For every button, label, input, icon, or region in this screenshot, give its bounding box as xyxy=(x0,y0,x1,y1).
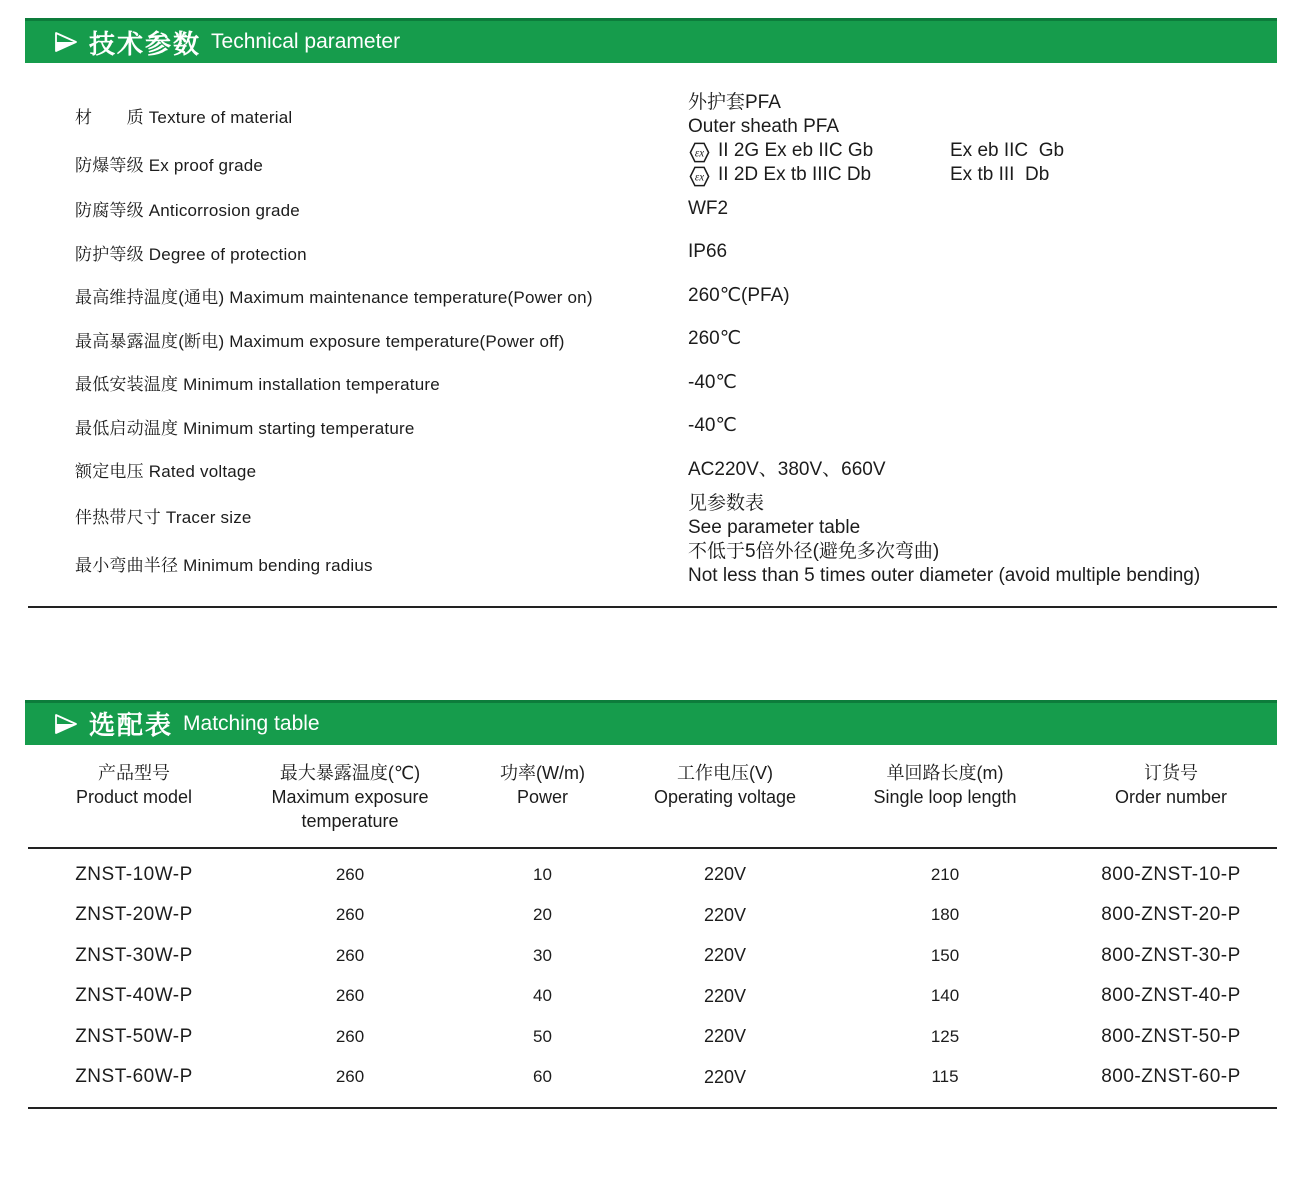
parameter-row xyxy=(0,448,1300,492)
matching-table-body xyxy=(28,849,1277,1098)
table-bottom-line xyxy=(28,1107,1277,1109)
max-exposure-temp-cell: 260 xyxy=(335,986,365,1006)
parameter-value-line xyxy=(688,91,1300,115)
section-title-en: Matching table xyxy=(183,711,320,735)
parameter-value-line xyxy=(688,564,1300,588)
column-header xyxy=(625,761,825,833)
svg-text:εx: εx xyxy=(694,170,705,183)
product-model-cell: ZNST-20W-P xyxy=(75,904,193,926)
parameter-value-line xyxy=(688,458,1300,482)
parameter-value-text: 260℃(PFA) xyxy=(688,284,790,306)
parameter-row xyxy=(0,405,1300,449)
single-loop-length-cell: 180 xyxy=(930,905,960,925)
power-cell: 20 xyxy=(533,905,552,925)
column-header-zh: 订货号 xyxy=(1144,762,1198,783)
max-exposure-temp-cell: 260 xyxy=(335,864,365,884)
product-model-cell: ZNST-40W-P xyxy=(75,985,193,1007)
matching-table xyxy=(28,745,1277,1109)
single-loop-length-cell: 140 xyxy=(930,986,960,1006)
parameter-label: 最低安装温度 Minimum installation temperature xyxy=(75,375,440,395)
section-title-zh: 技术参数 xyxy=(89,28,202,59)
order-number-cell: 800-ZNST-60-P xyxy=(1101,1066,1241,1088)
parameter-value-text: Not less than 5 times outer diameter (avoid multiple bending) xyxy=(688,564,1201,586)
column-header xyxy=(240,761,460,833)
column-header-zh: 产品型号 xyxy=(98,762,170,783)
parameter-value xyxy=(688,139,1300,187)
parameter-value-text: 见参数表 xyxy=(688,492,765,514)
column-header xyxy=(825,761,1065,833)
product-model-cell: ZNST-50W-P xyxy=(75,1025,193,1047)
parameter-label: 伴热带尺寸 Tracer size xyxy=(75,508,252,527)
parameter-value-line xyxy=(688,163,1300,187)
parameter-label: 额定电压 Rated voltage xyxy=(75,462,257,482)
column-header-en: Product model xyxy=(75,786,193,807)
ex-grade-left xyxy=(688,163,950,187)
max-exposure-temp-cell: 260 xyxy=(335,905,365,925)
parameter-label: 最高暴露温度(断电) Maximum exposure temperature(Power off) xyxy=(75,331,565,351)
single-loop-length-cell: 125 xyxy=(930,1026,960,1046)
power-cell: 50 xyxy=(533,1026,552,1046)
parameter-value-line xyxy=(688,327,1300,351)
ex-grade-text-secondary: Ex tb III Db xyxy=(950,164,1050,185)
parameter-label: 最低启动温度 Minimum starting temperature xyxy=(75,418,415,438)
single-loop-length-cell: 115 xyxy=(931,1067,959,1087)
parameter-label: 防护等级 Degree of protection xyxy=(75,244,307,264)
column-header xyxy=(1065,761,1277,833)
ex-grade-left xyxy=(688,139,950,163)
ex-grade-text-secondary: Ex eb IIC Gb xyxy=(950,140,1065,161)
parameter-value-line xyxy=(688,240,1300,264)
operating-voltage-cell: 220V xyxy=(703,985,747,1006)
parameter-value-line xyxy=(688,139,1300,163)
single-loop-length-cell: 150 xyxy=(930,945,960,965)
parameter-value-line xyxy=(688,371,1300,395)
svg-text:εx: εx xyxy=(694,146,705,159)
parameter-value xyxy=(688,240,1300,264)
parameter-value-text: 260℃ xyxy=(688,328,742,350)
parameter-row xyxy=(0,540,1300,588)
parameter-value-text: See parameter table xyxy=(688,516,861,538)
column-header-zh: 单回路长度(m) xyxy=(886,762,1004,783)
operating-voltage-cell: 220V xyxy=(703,864,747,885)
section-title-zh: 选配表 xyxy=(89,710,174,740)
column-header-en: Single loop length xyxy=(873,786,1017,807)
max-exposure-temp-cell: 260 xyxy=(335,945,365,965)
parameter-value-line xyxy=(688,414,1300,438)
right-arrowhead-icon xyxy=(53,711,79,737)
ex-grade-text: II 2D Ex tb IIIC Db xyxy=(718,164,872,185)
parameter-value-text: -40℃ xyxy=(688,415,737,437)
parameter-value xyxy=(688,492,1300,540)
column-header xyxy=(28,761,240,833)
table-row xyxy=(28,936,1277,977)
order-number-cell: 800-ZNST-30-P xyxy=(1101,944,1241,966)
column-header-en: Power xyxy=(516,786,569,807)
order-number-cell: 800-ZNST-10-P xyxy=(1101,863,1241,885)
table-row xyxy=(28,1057,1277,1098)
parameter-row xyxy=(0,274,1300,318)
column-header-zh: 工作电压(V) xyxy=(677,762,773,783)
parameter-value-text: IP66 xyxy=(688,241,728,263)
parameter-row xyxy=(0,492,1300,540)
technical-parameter-section-header xyxy=(25,18,1277,63)
right-arrowhead-icon xyxy=(53,29,79,55)
order-number-cell: 800-ZNST-20-P xyxy=(1101,904,1241,926)
technical-parameter-list xyxy=(0,91,1300,588)
parameter-label: 最小弯曲半径 Minimum bending radius xyxy=(75,556,373,575)
parameter-row xyxy=(0,361,1300,405)
ex-grade-text: II 2G Ex eb IIC Gb xyxy=(718,140,874,161)
product-model-cell: ZNST-60W-P xyxy=(75,1066,193,1088)
parameter-row xyxy=(0,231,1300,275)
column-header-zh: 功率(W/m) xyxy=(500,762,585,783)
parameter-row xyxy=(0,318,1300,362)
parameter-value-text: WF2 xyxy=(688,197,729,219)
parameter-value xyxy=(688,197,1300,221)
table-row xyxy=(28,1017,1277,1058)
max-exposure-temp-cell: 260 xyxy=(335,1026,365,1046)
parameter-value-text: Outer sheath PFA xyxy=(688,116,840,137)
order-number-cell: 800-ZNST-40-P xyxy=(1101,985,1241,1007)
parameter-value-text: 不低于5倍外径(避免多次弯曲) xyxy=(688,540,940,562)
parameter-row xyxy=(0,91,1300,139)
parameter-label: 防腐等级 Anticorrosion grade xyxy=(75,201,300,221)
operating-voltage-cell: 220V xyxy=(703,1066,747,1087)
order-number-cell: 800-ZNST-50-P xyxy=(1101,1025,1241,1047)
parameter-value-text: AC220V、380V、660V xyxy=(688,458,886,480)
matching-table-section-header xyxy=(25,700,1277,745)
power-cell: 40 xyxy=(533,986,552,1006)
parameter-row xyxy=(0,187,1300,231)
column-header-en: Operating voltage xyxy=(653,786,797,807)
column-header xyxy=(460,761,625,833)
parameter-label: 防爆等级 Ex proof grade xyxy=(75,155,264,175)
parameter-value xyxy=(688,284,1300,308)
operating-voltage-cell: 220V xyxy=(703,1026,747,1047)
parameter-value-text: 外护套PFA xyxy=(688,92,781,113)
max-exposure-temp-cell: 260 xyxy=(335,1067,365,1087)
product-model-cell: ZNST-10W-P xyxy=(75,863,193,885)
column-header-en: Order number xyxy=(1114,786,1228,807)
parameter-value xyxy=(688,540,1300,588)
parameter-value-line xyxy=(688,540,1300,564)
parameter-label: 材 质 Texture of material xyxy=(75,107,293,127)
ex-certification-icon xyxy=(688,141,711,164)
table-row xyxy=(28,976,1277,1017)
section-title-en: Technical parameter xyxy=(211,30,401,53)
column-header-zh: 最大暴露温度(℃) xyxy=(279,762,421,783)
table-row xyxy=(28,855,1277,896)
parameter-value xyxy=(688,91,1300,139)
table-row xyxy=(28,895,1277,936)
product-model-cell: ZNST-30W-P xyxy=(75,944,193,966)
parameter-value-line xyxy=(688,197,1300,221)
parameter-value-line xyxy=(688,284,1300,308)
power-cell: 60 xyxy=(533,1067,552,1087)
parameter-value xyxy=(688,458,1300,482)
single-loop-length-cell: 210 xyxy=(930,864,960,884)
parameter-value xyxy=(688,414,1300,438)
section-divider-line xyxy=(28,606,1277,608)
power-cell: 30 xyxy=(533,945,552,965)
parameter-label: 最高维持温度(通电) Maximum maintenance temperature(Power on) xyxy=(75,288,593,308)
power-cell: 10 xyxy=(533,864,552,884)
parameter-value xyxy=(688,327,1300,351)
parameter-value xyxy=(688,371,1300,395)
parameter-value-line xyxy=(688,492,1300,516)
parameter-value-line xyxy=(688,115,1300,139)
column-header-en: Maximum exposure temperature xyxy=(271,786,429,831)
parameter-row xyxy=(0,139,1300,187)
operating-voltage-cell: 220V xyxy=(703,945,747,966)
ex-certification-icon xyxy=(688,165,711,188)
matching-table-header-row xyxy=(28,745,1277,847)
parameter-value-text: -40℃ xyxy=(688,371,737,393)
parameter-value-line xyxy=(688,516,1300,540)
operating-voltage-cell: 220V xyxy=(703,904,747,925)
